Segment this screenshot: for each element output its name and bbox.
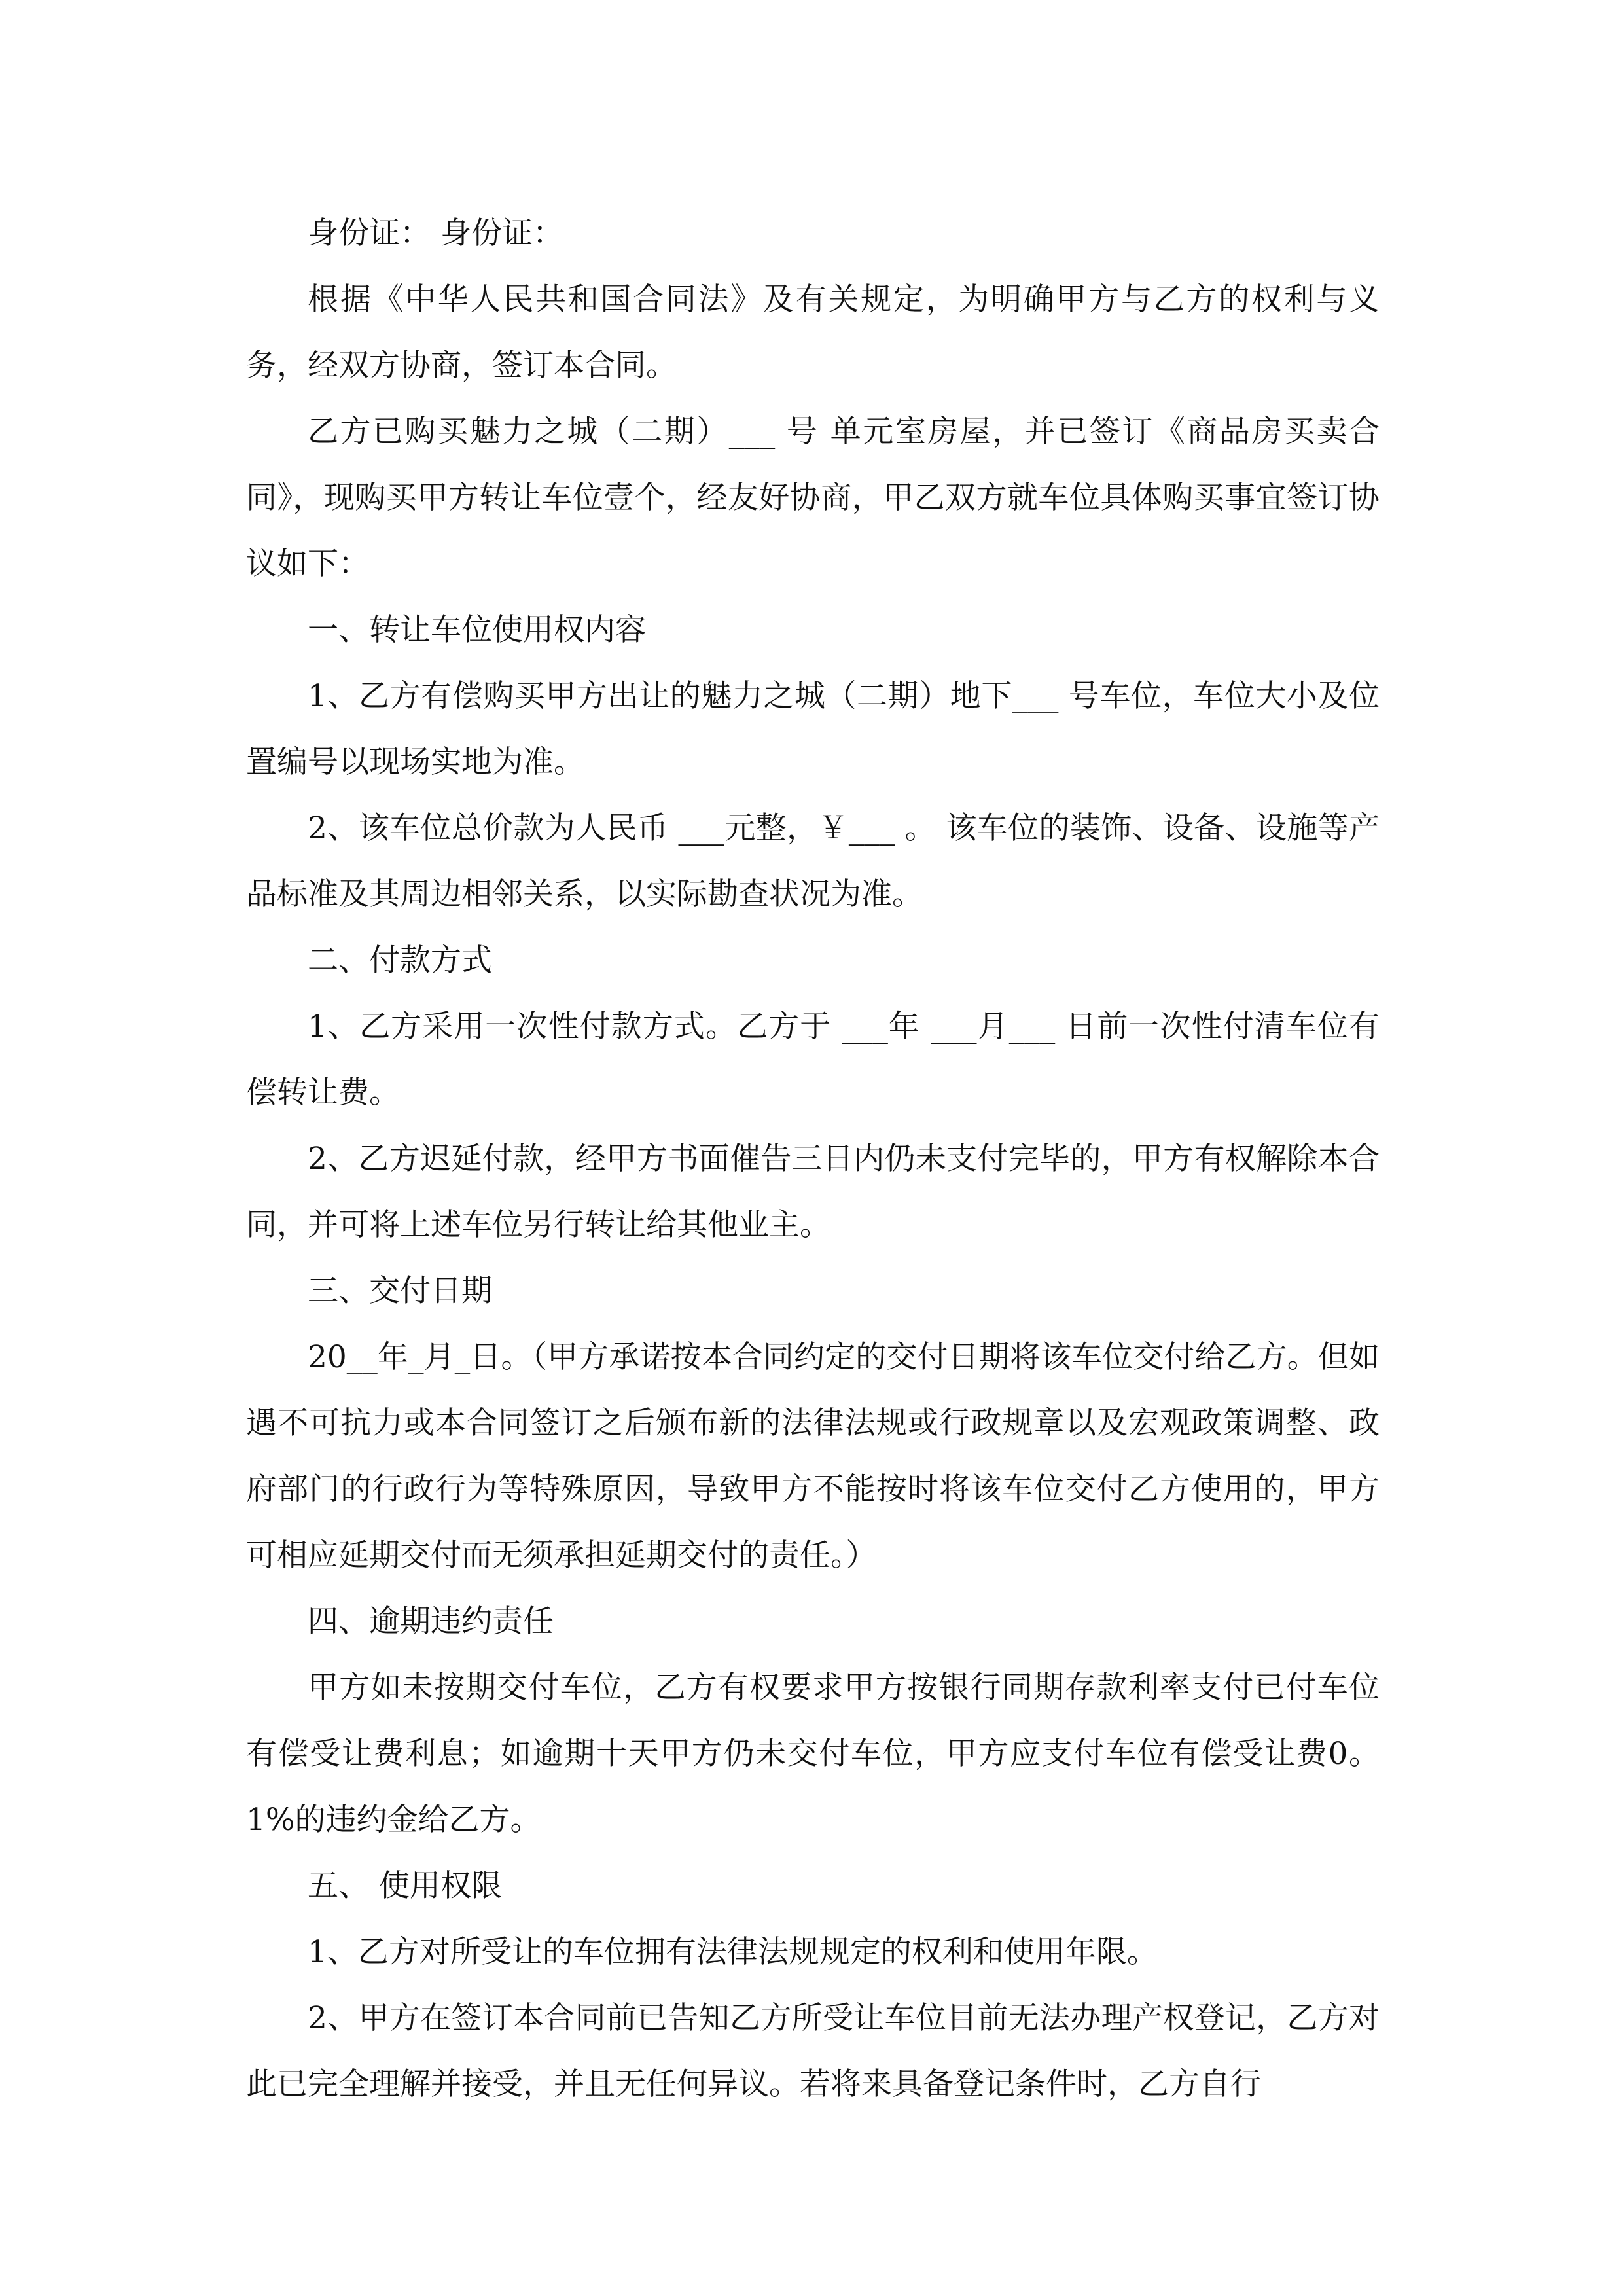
clause-2-2: 2、乙方迟延付款，经甲方书面催告三日内仍未支付完毕的，甲方有权解除本合同，并可将上述车位另行转让给其他业主。 bbox=[246, 1141, 1380, 1243]
clause-1-2: 2、该车位总价款为人民币 ___元整，￥___ 。 该车位的装饰、设备、设施等产品标准及其周边相邻关系，以实际勘查状况为准。 bbox=[246, 810, 1380, 912]
section-heading-5: 五、 使用权限 bbox=[308, 1868, 502, 1904]
paragraph-legal-basis: 根据《中华人民共和国合同法》及有关规定，为明确甲方与乙方的权利与义务，经双方协商，签订本合同。 bbox=[246, 281, 1380, 384]
section-heading-4: 四、逾期违约责任 bbox=[308, 1604, 554, 1640]
clause-3: 20__年_月_日。（甲方承诺按本合同约定的交付日期将该车位交付给乙方。但如遇不可抗力或本合同签订之后颁布新的法律法规或行政规章以及宏观政策调整、政府部门的行政行为等特殊原因，导致甲方不能按时将该车位交付乙方使用的，甲方可相应延期交付而无须承担延期交付的责任。） bbox=[246, 1339, 1380, 1573]
clause-5-2: 2、甲方在签订本合同前已告知乙方所受让车位目前无法办理产权登记，乙方对此已完全理解并接受，并且无任何异议。若将来具备登记条件时，乙方自行 bbox=[246, 2000, 1380, 2102]
section-heading-2: 二、付款方式 bbox=[308, 942, 492, 978]
contract-body bbox=[246, 200, 1380, 2117]
section-heading-3: 三、交付日期 bbox=[308, 1273, 492, 1309]
section-heading-1: 一、转让车位使用权内容 bbox=[308, 612, 646, 648]
clause-2-1: 1、乙方采用一次性付款方式。乙方于 ___年 ___月___ 日前一次性付清车位有偿转让费。 bbox=[246, 1009, 1380, 1111]
clause-4: 甲方如未按期交付车位，乙方有权要求甲方按银行同期存款利率支付已付车位有偿受让费利息；如逾期十天甲方仍未交付车位，甲方应支付车位有偿受让费0。1%的违约金给乙方。 bbox=[246, 1670, 1380, 1838]
id-card-line: 身份证： 身份证： bbox=[308, 215, 563, 251]
paragraph-purchase-background: 乙方已购买魅力之城（二期）___ 号 单元室房屋，并已签订《商品房买卖合同》，现购买甲方转让车位壹个，经友好协商，甲乙双方就车位具体购买事宜签订协议如下： bbox=[246, 414, 1380, 582]
clause-5-1: 1、乙方对所受让的车位拥有法律法规规定的权利和使用年限。 bbox=[308, 1934, 1158, 1970]
clause-1-1: 1、乙方有偿购买甲方出让的魅力之城（二期）地下___ 号车位，车位大小及位置编号以现场实地为准。 bbox=[246, 678, 1380, 780]
